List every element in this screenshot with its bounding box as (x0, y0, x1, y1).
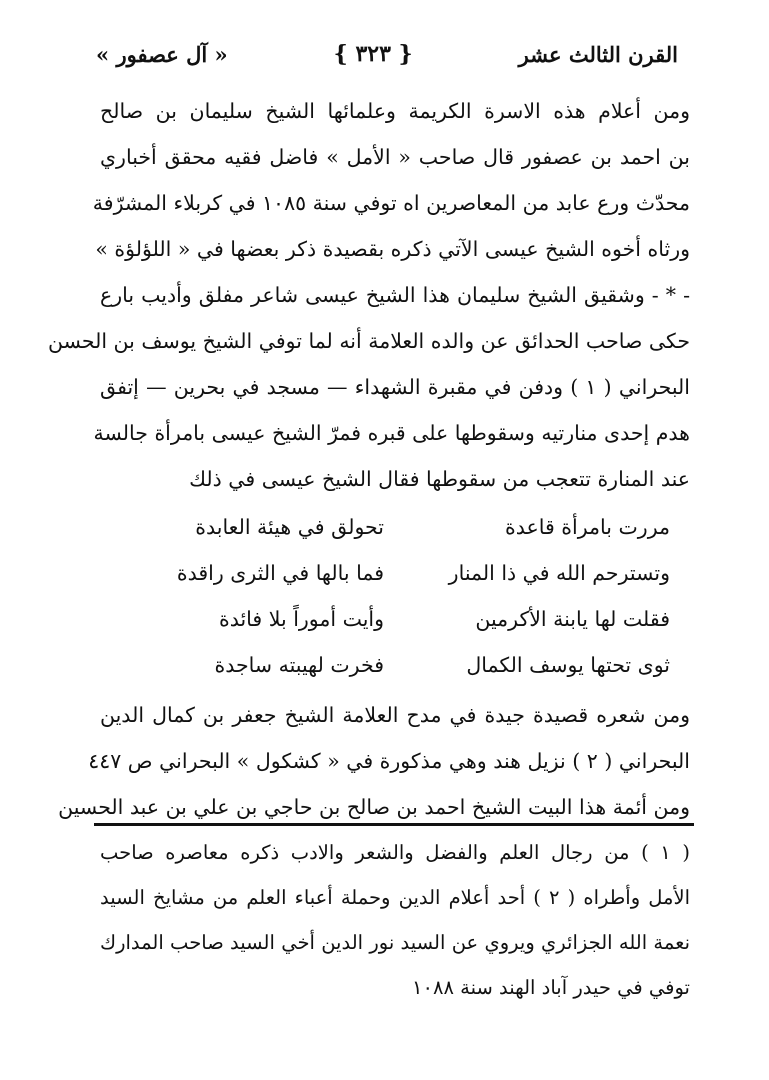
footnote-line: ( ١ ) من رجال العلم والفضل والشعر والادب ذكره معاصره صاحب (100, 841, 690, 864)
text-line: البحراني ( ٢ ) نزيل هند وهي مذكورة في « كشكول » البحراني ص ٤٤٧ (88, 749, 690, 773)
footnotes (100, 830, 690, 1010)
verse-first-hemistich: فقلت لها يابنة الأكرمين (475, 607, 670, 631)
verse-second-hemistich: وأيت أموراً بلا فائدة (218, 607, 384, 631)
main-text (47, 88, 690, 830)
text-line: حكى صاحب الحدائق عن والده العلامة أنه لما توفي الشيخ يوسف بن الحسن (47, 329, 690, 353)
footnote-line: الأمل وأطراه ( ٢ ) أحد أعلام الدين وحملة أعباء العلم من مشايخ السيد (100, 886, 691, 909)
poem (100, 504, 690, 688)
text-line: البحراني ( ١ ) ودفن في مقبرة الشهداء — مسجد في بحرين — إتفق (100, 375, 690, 399)
text-line: محدّث ورع عابد من المعاصرين اه توفي سنة ١٠٨٥ في كربلاء المشرّفة (92, 191, 690, 215)
text-line: ومن شعره قصيدة جيدة في مدح العلامة الشيخ جعفر بن كمال الدين (100, 703, 690, 727)
verse-first-hemistich: وتسترحم الله في ذا المنار (448, 561, 670, 585)
verse-first-hemistich: مررت بامرأة قاعدة (505, 515, 670, 539)
text-line: بن احمد بن عصفور قال صاحب « الأمل » فاضل فقيه محقق أخباري (100, 145, 690, 169)
verse-second-hemistich: فما بالها في الثرى راقدة (176, 561, 384, 585)
text-line: هدم إحدى منارتيه وسقوطها على قبره فمرّ الشيخ عيسى بامرأة جالسة (93, 421, 690, 445)
footnote-line: توفي في حيدر آباد الهند سنة ١٠٨٨ (412, 976, 690, 999)
page-number: { ٣٢٣ } (333, 41, 413, 67)
text-line: ومن أئمة هذا البيت الشيخ احمد بن صالح بن حاجي بن علي بن عبد الحسين (58, 795, 690, 819)
poem-verse (100, 550, 690, 596)
footnote-line: نعمة الله الجزائري ويروي عن السيد نور الدين أخي السيد صاحب المدارك (100, 931, 690, 954)
verse-first-hemistich: ثوى تحتها يوسف الكمال (466, 653, 670, 677)
header-family: « آل عصفور » (96, 41, 228, 67)
poem-verse (100, 504, 690, 550)
text-line: عند المنارة تتعجب من سقوطها فقال الشيخ عيسى في ذلك (189, 467, 690, 491)
verse-second-hemistich: تحولق في هيئة العابدة (195, 515, 384, 539)
poem-verse (100, 642, 690, 688)
verse-second-hemistich: فخرت لهيبته ساجدة (214, 653, 384, 677)
poem-verse (100, 596, 690, 642)
text-line: - * - وشقيق الشيخ سليمان هذا الشيخ عيسى شاعر مفلق وأديب بارع (100, 283, 690, 307)
header-century: القرن الثالث عشر (518, 41, 678, 67)
page-header (96, 32, 678, 76)
text-line: ورثاه أخوه الشيخ عيسى الآتي ذكره بقصيدة ذكر بعضها في « اللؤلؤة » (95, 237, 690, 261)
footnote-divider (94, 823, 694, 826)
text-line: ومن أعلام هذه الاسرة الكريمة وعلمائها الشيخ سليمان بن صالح (100, 99, 690, 123)
